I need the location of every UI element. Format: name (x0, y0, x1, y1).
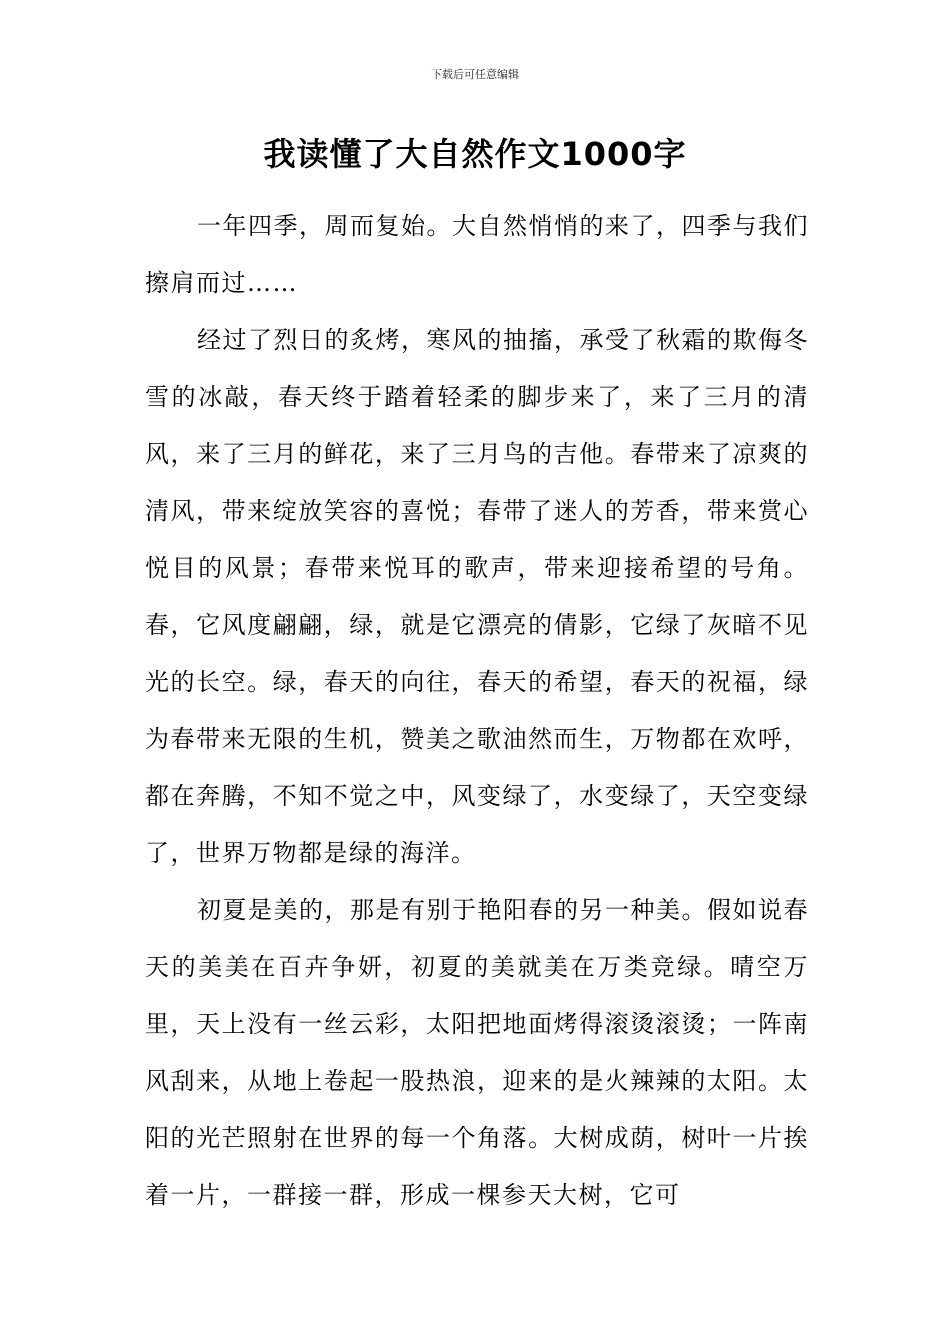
paragraph: 初夏是美的，那是有别于艳阳春的另一种美。假如说春天的美美在百卉争妍，初夏的美就美在万类竞绿。晴空万里，天上没有一丝云彩，太阳把地面烤得滚烫滚烫；一阵南风刮来，从地上卷起一股热浪，迎来的是火辣辣的太阳。太阳的光芒照射在世界的每一个角落。大树成荫，树叶一片挨着一片，一群接一群，形成一棵参天大树，它可 (145, 896, 809, 1209)
paragraph: 一年四季，周而复始。大自然悄悄的来了，四季与我们擦肩而过…… (145, 212, 809, 297)
header-note: 下载后可任意编辑 (431, 68, 519, 81)
paragraph: 经过了烈日的炙烤，寒风的抽搐，承受了秋霜的欺侮冬雪的冰敲，春天终于踏着轻柔的脚步来了，来了三月的清风，来了三月的鲜花，来了三月鸟的吉他。春带来了凉爽的清风，带来绽放笑容的喜悦；春带了迷人的芳香，带来赏心悦目的风景；春带来悦耳的歌声，带来迎接希望的号角。春，它风度翩翩，绿，就是它漂亮的倩影，它绿了灰暗不见光的长空。绿，春天的向往，春天的希望，春天的祝福，绿为春带来无限的生机，赞美之歌油然而生，万物都在欢呼，都在奔腾，不知不觉之中，风变绿了，水变绿了，天空变绿了，世界万物都是绿的海洋。 (145, 326, 809, 867)
document-body (145, 198, 809, 1224)
document-title: 我读懂了大自然作文1000字 (263, 135, 687, 173)
